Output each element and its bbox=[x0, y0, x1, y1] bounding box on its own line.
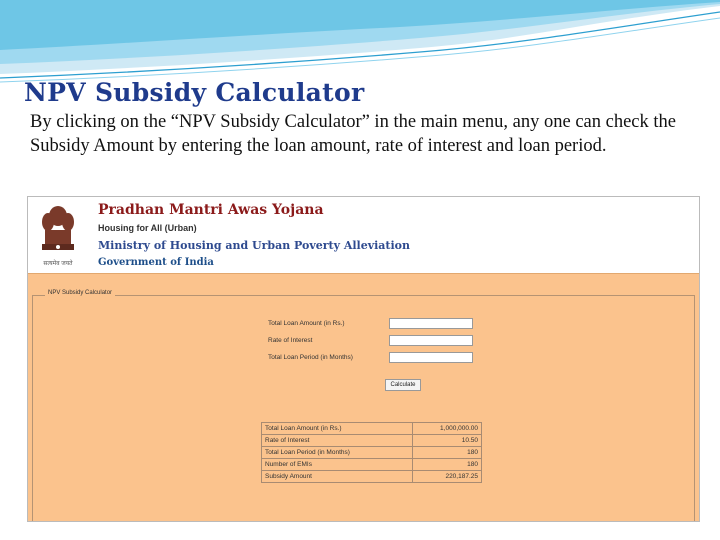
result-label: Total Loan Amount (in Rs.) bbox=[262, 423, 413, 435]
table-row bbox=[262, 435, 482, 447]
result-value: 1,000,000.00 bbox=[413, 423, 482, 435]
wave-decoration bbox=[0, 0, 720, 90]
national-emblem-icon bbox=[36, 202, 80, 266]
calculator-fieldset bbox=[32, 290, 695, 522]
table-row bbox=[262, 471, 482, 483]
table-row bbox=[262, 447, 482, 459]
loan-amount-input[interactable] bbox=[389, 318, 473, 329]
result-value: 180 bbox=[413, 459, 482, 471]
table-row bbox=[262, 423, 482, 435]
result-label: Total Loan Period (in Months) bbox=[262, 447, 413, 459]
results-table bbox=[261, 422, 482, 483]
loan-period-input[interactable] bbox=[389, 352, 473, 363]
result-label: Number of EMIs bbox=[262, 459, 413, 471]
emblem-motto: सत्यमेव जयते bbox=[43, 261, 73, 267]
portal-header bbox=[28, 197, 700, 274]
interest-rate-label: Rate of Interest bbox=[268, 337, 313, 344]
portal-title: Pradhan Mantri Awas Yojana bbox=[98, 202, 324, 218]
result-label: Rate of Interest bbox=[262, 435, 413, 447]
result-value: 180 bbox=[413, 447, 482, 459]
result-value: 10.50 bbox=[413, 435, 482, 447]
loan-period-label: Total Loan Period (in Months) bbox=[268, 354, 353, 361]
slide-description: By clicking on the “NPV Subsidy Calculator” in the main menu, any one can check the Subsidy Amount by entering the loan amount, rate of interest and loan period. bbox=[30, 112, 676, 156]
table-row bbox=[262, 459, 482, 471]
calculate-button[interactable]: Calculate bbox=[385, 379, 421, 391]
interest-rate-input[interactable] bbox=[389, 335, 473, 346]
portal-subtitle: Housing for All (Urban) bbox=[98, 223, 197, 233]
government-name: Government of India bbox=[98, 257, 214, 268]
calculator-screenshot bbox=[27, 196, 700, 522]
ministry-name: Ministry of Housing and Urban Poverty Alleviation bbox=[98, 239, 411, 252]
calculator-legend: NPV Subsidy Calculator bbox=[45, 290, 115, 296]
slide-title: NPV Subsidy Calculator bbox=[24, 78, 365, 107]
result-value: 220,187.25 bbox=[413, 471, 482, 483]
result-label: Subsidy Amount bbox=[262, 471, 413, 483]
loan-amount-label: Total Loan Amount (in Rs.) bbox=[268, 320, 345, 327]
